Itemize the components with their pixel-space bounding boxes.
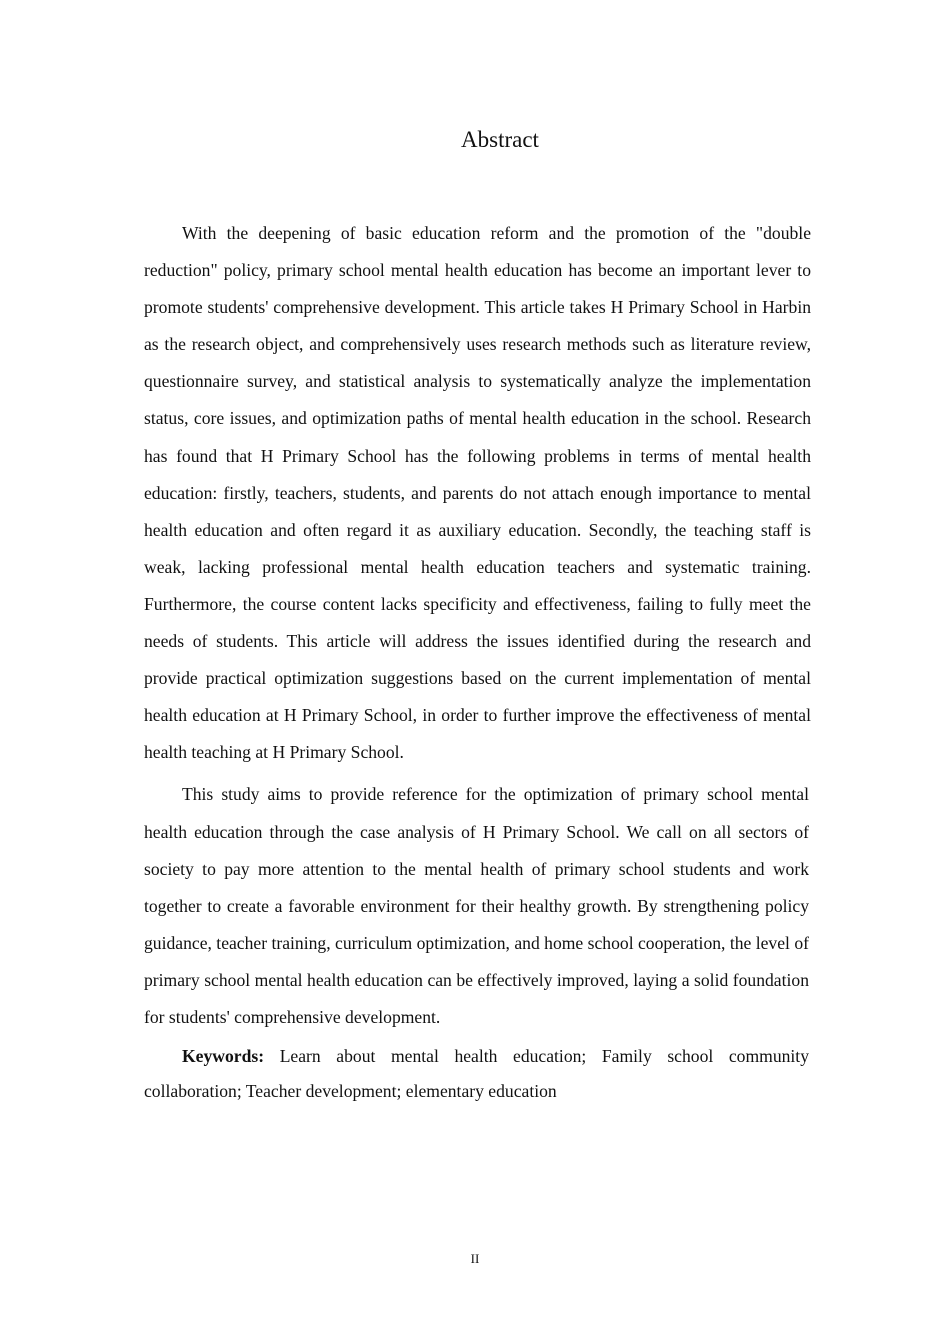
keywords-text: Learn about mental health education; Family school community collaboration; Teacher development; elementary education — [144, 1046, 809, 1102]
keywords-label: Keywords: — [182, 1046, 265, 1067]
abstract-paragraph-2: This study aims to provide reference for the optimization of primary school mental health education through the case analysis of H Primary School. We call on all sectors of society to pay more attention to the mental health of primary school students and work together to create a favorable environment for their healthy growth. By strengthening policy guidance, teacher training, curriculum optimization, and home school cooperation, the level of primary school mental health education can be effectively improved, laying a solid foundation for students' comprehensive development. — [144, 784, 809, 1027]
abstract-title: Abstract — [461, 127, 539, 152]
keywords-line — [144, 1039, 809, 1109]
abstract-body — [144, 215, 811, 1109]
abstract-paragraph-1: With the deepening of basic education reform and the promotion of the "double reduction" policy, primary school mental health education has become an important lever to promote students' comprehensive development. This article takes H Primary School in Harbin as the research object, and comprehensively uses research methods such as literature review, questionnaire survey, and statistical analysis to systematically analyze the implementation status, core issues, and optimization paths of mental health education in the school. Research has found that H Primary School has the following problems in terms of mental health education: firstly, teachers, students, and parents do not attach enough importance to mental health education and often regard it as auxiliary education. Secondly, the teaching staff is weak, lacking professional mental health education teachers and systematic training. Furthermore, the course content lacks specificity and effectiveness, failing to fully meet the needs of students. This article will address the issues identified during the research and provide practical optimization suggestions based on the current implementation of mental health education at H Primary School, in order to further improve the effectiveness of mental health teaching at H Primary School. — [144, 223, 811, 763]
page-number: II — [470, 1251, 480, 1266]
